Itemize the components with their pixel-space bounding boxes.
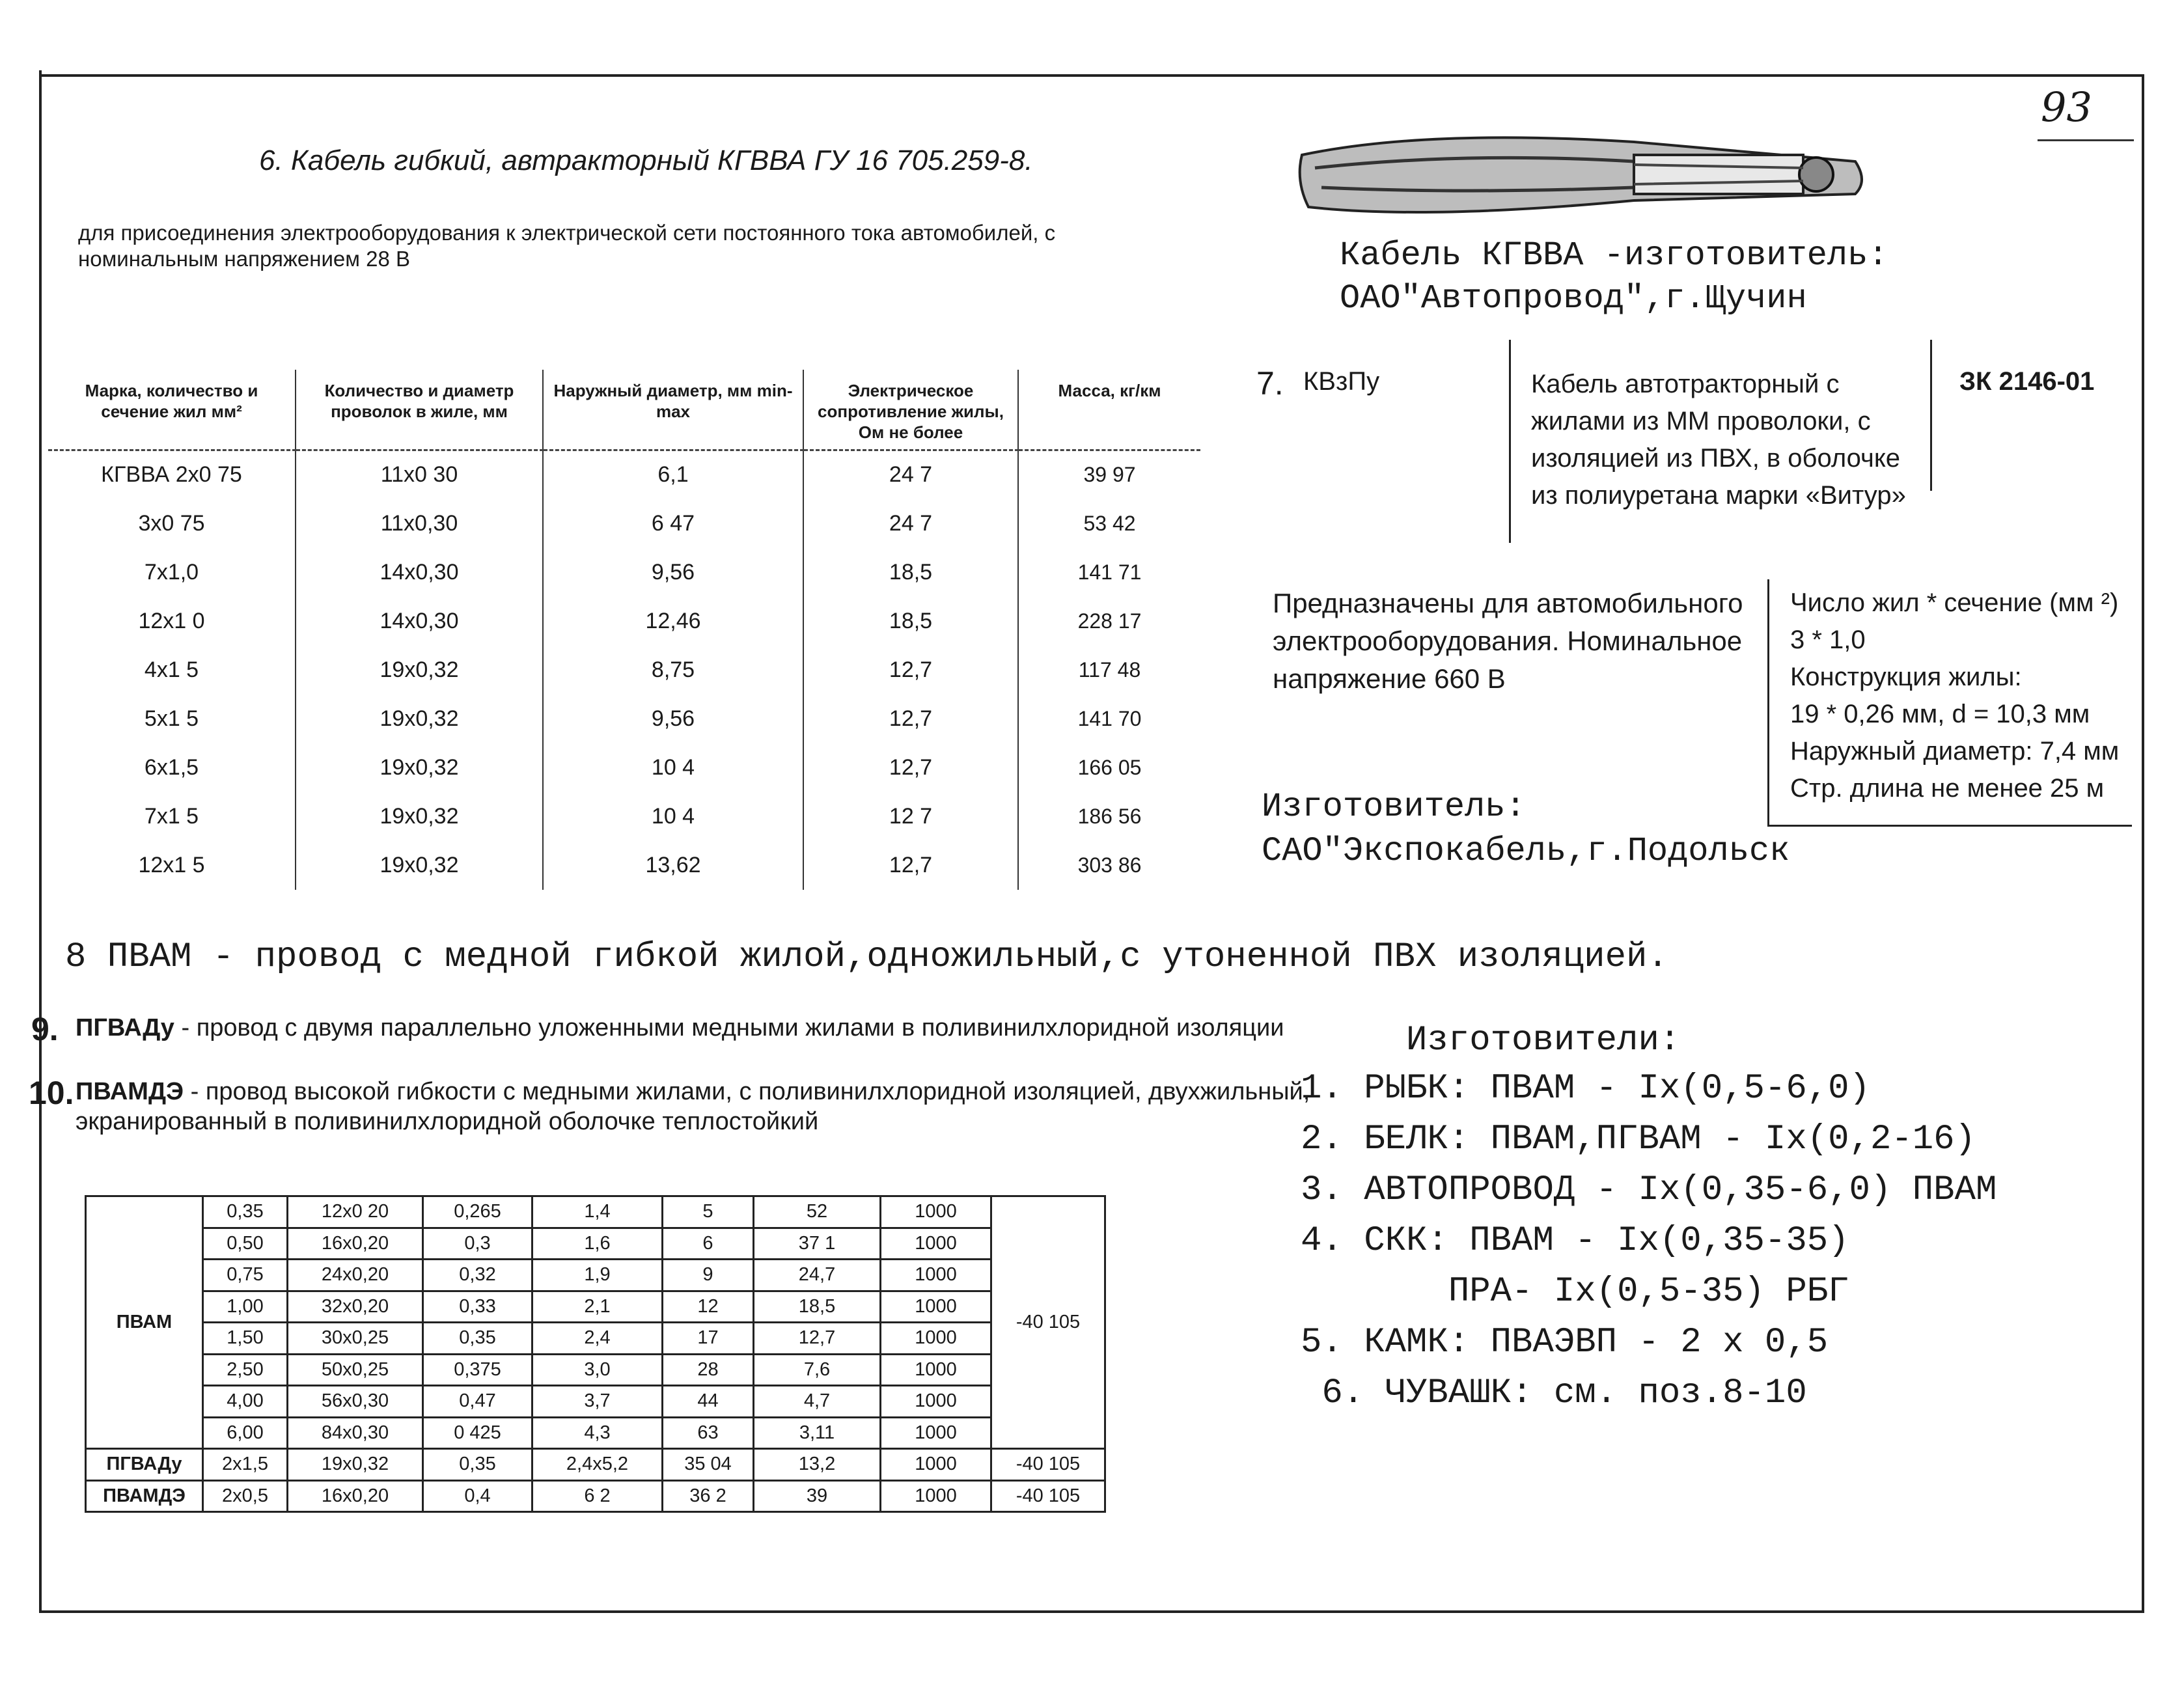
section-7-code: ЗК 2146-01 — [1959, 367, 2095, 396]
cell: 84х0,30 — [288, 1417, 423, 1449]
table-row — [48, 841, 1200, 890]
cell: 36 2 — [663, 1480, 754, 1512]
section-9-mark: ПГВАДу — [76, 1014, 174, 1041]
cell: 117 48 — [1018, 646, 1200, 695]
cell: 19х0,32 — [296, 841, 543, 890]
cell: 6 — [663, 1228, 754, 1260]
spec-line: 19 * 0,26 мм, d = 10,3 мм — [1790, 700, 2090, 728]
cell: 2,50 — [203, 1354, 288, 1386]
cell: 30х0,25 — [288, 1323, 423, 1355]
cell: 3,7 — [532, 1386, 663, 1418]
temperature-range: -40 105 — [991, 1196, 1105, 1449]
table-row — [86, 1228, 1105, 1260]
cell: 18,5 — [754, 1291, 881, 1323]
cell: 0,375 — [423, 1354, 532, 1386]
page-number: 93 — [2041, 83, 2092, 131]
cell: 53 42 — [1018, 499, 1200, 548]
table-row — [86, 1480, 1105, 1512]
cell: 12,46 — [543, 597, 803, 646]
cell: 186 56 — [1018, 792, 1200, 841]
cell: 1000 — [881, 1417, 991, 1449]
section-10-mark: ПВАМДЭ — [76, 1078, 184, 1105]
cell: 0,75 — [203, 1260, 288, 1291]
cell: 11х0,30 — [296, 499, 543, 548]
cell: 1,00 — [203, 1291, 288, 1323]
table-row — [48, 597, 1200, 646]
cell: 32х0,20 — [288, 1291, 423, 1323]
cell: 12,7 — [803, 743, 1018, 792]
cell: 0,35 — [423, 1323, 532, 1355]
table-row — [86, 1354, 1105, 1386]
cell: 19х0,32 — [288, 1449, 423, 1481]
cell: 12х1 0 — [138, 608, 205, 633]
section-10-number: 10. — [29, 1075, 74, 1111]
cell: 19х0,32 — [296, 743, 543, 792]
cell: 4,3 — [532, 1417, 663, 1449]
cell: 1,4 — [532, 1196, 663, 1228]
section-7-description: Кабель автотракторный с жилами из ММ проволоки, с изоляцией из ПВХ, в оболочке из полиуретана марки «Витур» — [1531, 370, 1906, 510]
frame-bottom-border — [40, 1610, 2144, 1613]
cell: 12х1 5 — [138, 852, 205, 877]
cell: 39 97 — [1018, 450, 1200, 499]
cell: 7х1 5 — [144, 803, 199, 829]
cell: 56х0,30 — [288, 1386, 423, 1418]
section-8-text: 8 ПВАМ - провод с медной гибкой жилой,одножильный,с утоненной ПВХ изоляцией. — [65, 937, 1668, 977]
cell: 12 7 — [803, 792, 1018, 841]
cell: 5х1 5 — [144, 706, 199, 731]
cell: 19х0,32 — [296, 695, 543, 743]
table-row — [86, 1291, 1105, 1323]
cell: 141 70 — [1018, 695, 1200, 743]
group-label-pvamde: ПВАМДЭ — [86, 1480, 203, 1512]
cell: 0,35 — [203, 1196, 288, 1228]
section-9-number: 9. — [31, 1011, 59, 1047]
cell: 1000 — [881, 1449, 991, 1481]
cell: 0,265 — [423, 1196, 532, 1228]
cell: 2х1,5 — [203, 1449, 288, 1481]
cell: 13,2 — [754, 1449, 881, 1481]
table-row — [48, 792, 1200, 841]
section-6-manufacturer-note: Кабель КГВВА -изготовитель: ОАО"Автопровод",г.Щучин — [1340, 236, 1888, 318]
cell: 28 — [663, 1354, 754, 1386]
cell: 18,5 — [803, 548, 1018, 597]
cell: 0,47 — [423, 1386, 532, 1418]
spec-line: Наружный диаметр: 7,4 мм — [1790, 737, 2120, 765]
table-header-row — [48, 370, 1200, 450]
cell: 0,3 — [423, 1228, 532, 1260]
manufacturers-list: 1. РЫБК: ПВАМ - Ix(0,5-6,0) 2. БЕЛК: ПВАМ,ПГВАМ - Ix(0,2-16) 3. АВТОПРОВОД - Ix(0,35-6,0) ПВАМ 4. СКК: ПВАМ - Ix(0,35-35) ПРА- Ix(0,5-35) РБГ 5. КАМК: ПВАЭВП - 2 х 0,5 6. ЧУВАШК: см. поз.8-10 — [1301, 1069, 1997, 1413]
section-7-manufacturer: Изготовитель: САО"Экспокабель,г.Подольск — [1262, 788, 1790, 870]
cell: 12,7 — [803, 646, 1018, 695]
cell: 5 — [663, 1196, 754, 1228]
cell: 19х0,32 — [296, 646, 543, 695]
table-row — [48, 499, 1200, 548]
cell: 8,75 — [543, 646, 803, 695]
cell: 3,0 — [532, 1354, 663, 1386]
cell: 2,4 — [532, 1323, 663, 1355]
col-header-mark: Марка, количество и сечение жил мм² — [48, 370, 296, 450]
table-row — [86, 1417, 1105, 1449]
cell: 14х0,30 — [296, 548, 543, 597]
cell: 11х0 30 — [296, 450, 543, 499]
cell: 2х0,5 — [203, 1480, 288, 1512]
cell: 1000 — [881, 1386, 991, 1418]
cell: 1000 — [881, 1196, 991, 1228]
cell: 44 — [663, 1386, 754, 1418]
cell: 141 71 — [1018, 548, 1200, 597]
cell: 24х0,20 — [288, 1260, 423, 1291]
col-header-mass: Масса, кг/км — [1018, 370, 1200, 450]
section-7-mark: КВзПу — [1303, 367, 1380, 396]
cell: 303 86 — [1018, 841, 1200, 890]
cell: 7,6 — [754, 1354, 881, 1386]
cell: 1000 — [881, 1354, 991, 1386]
frame-top-border — [40, 74, 2144, 77]
cell: КГВВА 2х0 75 — [101, 462, 242, 488]
cell: 1000 — [881, 1291, 991, 1323]
table-row — [86, 1196, 1105, 1228]
group-label-pvam: ПВАМ — [86, 1196, 203, 1449]
cell: 1000 — [881, 1228, 991, 1260]
cell: 12х0 20 — [288, 1196, 423, 1228]
table-row — [86, 1449, 1105, 1481]
cell: 16х0,20 — [288, 1228, 423, 1260]
section-7-purpose: Предназначены для автомобильного электрооборудования. Номинальное напряжение 660 В — [1273, 588, 1743, 694]
cell: 4х1 5 — [144, 657, 199, 682]
table-row — [86, 1260, 1105, 1291]
cell: 9,56 — [543, 695, 803, 743]
cell: 0,33 — [423, 1291, 532, 1323]
section-7-specs — [1790, 585, 2119, 807]
table-row — [48, 743, 1200, 792]
cell: 2,4х5,2 — [532, 1449, 663, 1481]
cell: 19х0,32 — [296, 792, 543, 841]
section-6-description: для присоединения электрооборудования к электрической сети постоянного тока автомобилей, с номинальным напряжением 28 В — [78, 221, 1056, 271]
cell: 6 47 — [543, 499, 803, 548]
group-label-pgvadu: ПГВАДу — [86, 1449, 203, 1481]
cell: 166 05 — [1018, 743, 1200, 792]
section-7-number: 7. — [1256, 365, 1284, 402]
cell: 3,11 — [754, 1417, 881, 1449]
cell: 3х0 75 — [138, 510, 205, 536]
cell: 6 2 — [532, 1480, 663, 1512]
section-6-title: 6. Кабель гибкий, автракторный КГВВА ГУ 16 705.259-8. — [259, 145, 1033, 176]
temperature-range: -40 105 — [991, 1480, 1105, 1512]
cell: 24 7 — [803, 450, 1018, 499]
cell: 10 4 — [543, 743, 803, 792]
cell: 4,00 — [203, 1386, 288, 1418]
cell: 1000 — [881, 1323, 991, 1355]
frame-right-border — [2142, 77, 2144, 1613]
table-row — [86, 1386, 1105, 1418]
cell: 12,7 — [754, 1323, 881, 1355]
frame-left-border — [39, 70, 42, 1613]
divider — [1930, 340, 1932, 491]
cell: 6х1,5 — [144, 754, 199, 780]
cell: 10 4 — [543, 792, 803, 841]
cell: 12,7 — [803, 695, 1018, 743]
cell: 0,4 — [423, 1480, 532, 1512]
table-row — [86, 1323, 1105, 1355]
col-header-wires: Количество и диаметр проволок в жиле, мм — [296, 370, 543, 450]
cell: 12 — [663, 1291, 754, 1323]
cell: 52 — [754, 1196, 881, 1228]
cell: 4,7 — [754, 1386, 881, 1418]
table-row — [48, 695, 1200, 743]
table-row — [48, 450, 1200, 499]
section-6-table — [48, 370, 1200, 890]
spec-line: Конструкция жилы: — [1790, 663, 2022, 691]
cell: 16х0,20 — [288, 1480, 423, 1512]
divider — [1509, 340, 1511, 543]
cell: 13,62 — [543, 841, 803, 890]
section-9-description: - провод с двумя параллельно уложенными медными жилами в поливинилхлоридной изоляции — [174, 1014, 1284, 1041]
cell: 39 — [754, 1480, 881, 1512]
cell: 37 1 — [754, 1228, 881, 1260]
cell: 1,9 — [532, 1260, 663, 1291]
cell: 9,56 — [543, 548, 803, 597]
cell: 9 — [663, 1260, 754, 1291]
cell: 50х0,25 — [288, 1354, 423, 1386]
cell: 0,35 — [423, 1449, 532, 1481]
temperature-range: -40 105 — [991, 1449, 1105, 1481]
spec-line: Число жил * сечение (мм ²) — [1790, 588, 2119, 617]
cell: 1,50 — [203, 1323, 288, 1355]
section-10-description: - провод высокой гибкости с медными жилами, с поливинилхлоридной изоляцией, двухжильный, экранированный в поливинилхлоридной оболочке теплостойкий — [76, 1078, 1310, 1135]
cell: 18,5 — [803, 597, 1018, 646]
cell: 14х0,30 — [296, 597, 543, 646]
cell: 228 17 — [1018, 597, 1200, 646]
cell: 24 7 — [803, 499, 1018, 548]
cell: 6,1 — [543, 450, 803, 499]
col-header-diameter: Наружный диаметр, мм min-max — [543, 370, 803, 450]
cell: 17 — [663, 1323, 754, 1355]
cell: 35 04 — [663, 1449, 754, 1481]
cable-sketch-image — [1295, 116, 1881, 227]
page-number-underline — [2038, 139, 2134, 141]
manufacturers-heading: Изготовители: — [1406, 1021, 1681, 1060]
cell: 2,1 — [532, 1291, 663, 1323]
section-9-text — [76, 1013, 1312, 1043]
cell: 0,50 — [203, 1228, 288, 1260]
table-row — [48, 646, 1200, 695]
cell: 1,6 — [532, 1228, 663, 1260]
cell: 6,00 — [203, 1417, 288, 1449]
cell: 1000 — [881, 1480, 991, 1512]
table-row — [48, 548, 1200, 597]
col-header-resistance: Электрическое сопротивление жилы, Ом не более — [803, 370, 1018, 450]
spec-line: Стр. длина не менее 25 м — [1790, 774, 2105, 803]
spec-line: 3 * 1,0 — [1790, 626, 1866, 654]
cell: 0 425 — [423, 1417, 532, 1449]
wire-specs-table — [85, 1195, 1106, 1513]
cell: 0,32 — [423, 1260, 532, 1291]
cell: 7х1,0 — [144, 559, 199, 585]
section-10-text — [76, 1077, 1312, 1137]
cell: 1000 — [881, 1260, 991, 1291]
cell: 24,7 — [754, 1260, 881, 1291]
cell: 12,7 — [803, 841, 1018, 890]
cell: 63 — [663, 1417, 754, 1449]
